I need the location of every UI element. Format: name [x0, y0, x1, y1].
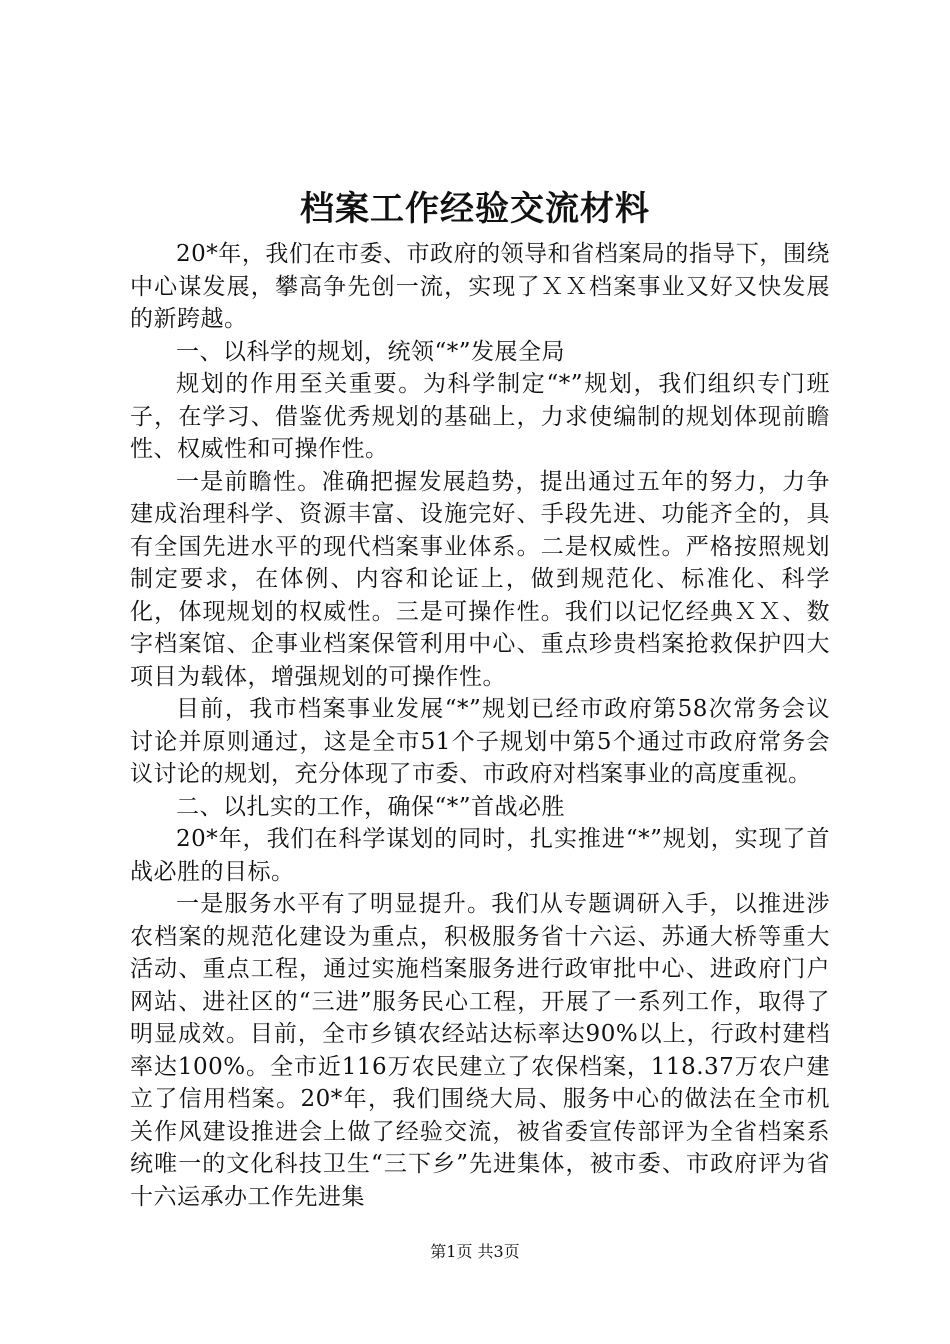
section-heading-1: 一、以科学的规划，统领“*”发展全局 — [176, 338, 566, 365]
document-title: 档案工作经验交流材料 — [300, 189, 650, 229]
paragraph-service-level: 一是服务水平有了明显提升。我们从专题调研入手，以推进涉农档案的规范化建设为重点，积极服务省十六运、苏通大桥等重大活动、重点工程，通过实施档案服务进行政审批中心、进政府门户网站、进社区的“三进”服务民心工程，开展了一系列工作，取得了明显成效。目前，全市乡镇农经站达标率达90%以上，行政村建档率达100%。全市近116万农民建立了农保档案，118.37万农户建立了信用档案。20*年，我们围绕大局、服务中心的做法在全市机关作风建设推进会上做了经验交流，被省委宣传部评为全省档案系统唯一的文化科技卫生“三下乡”先进集体，被市委、市政府评为省十六运承办工作先进集 — [130, 891, 830, 1210]
paragraph-planning: 规划的作用至关重要。为科学制定“*”规划，我们组织专门班子，在学习、借鉴优秀规划的基础上，力求使编制的规划体现前瞻性、权威性和可操作性。 — [130, 371, 830, 462]
paragraph-implementation: 20*年，我们在科学谋划的同时，扎实推进“*”规划，实现了首战必胜的目标。 — [130, 826, 830, 885]
paragraph-intro: 20*年，我们在市委、市政府的领导和省档案局的指导下，围绕中心谋发展，攀高争先创一流，实现了ＸＸ档案事业又好又快发展的新跨越。 — [130, 241, 830, 332]
section-heading-2: 二、以扎实的工作，确保“*”首战必胜 — [176, 793, 566, 820]
paragraph-three-properties: 一是前瞻性。准确把握发展趋势，提出通过五年的努力，力争建成治理科学、资源丰富、设施完好、手段先进、功能齐全的，具有全国先进水平的现代档案事业体系。二是权威性。严格按照规划制定要求，在体例、内容和论证上，做到规范化、标准化、科学化，体现规划的权威性。三是可操作性。我们以记忆经典ＸＸ、数字档案馆、企事业档案保管利用中心、重点珍贵档案抢救保护四大项目为载体，增强规划的可操作性。 — [130, 468, 830, 690]
page-footer: 第1页 共3页 — [430, 1242, 520, 1261]
paragraph-current-status: 目前，我市档案事业发展“*”规划已经市政府第58次常务会议讨论并原则通过，这是全市51个子规划中第5个通过市政府常务会议讨论的规划，充分体现了市委、市政府对档案事业的高度重视。 — [130, 696, 830, 787]
document-body — [130, 238, 830, 1213]
